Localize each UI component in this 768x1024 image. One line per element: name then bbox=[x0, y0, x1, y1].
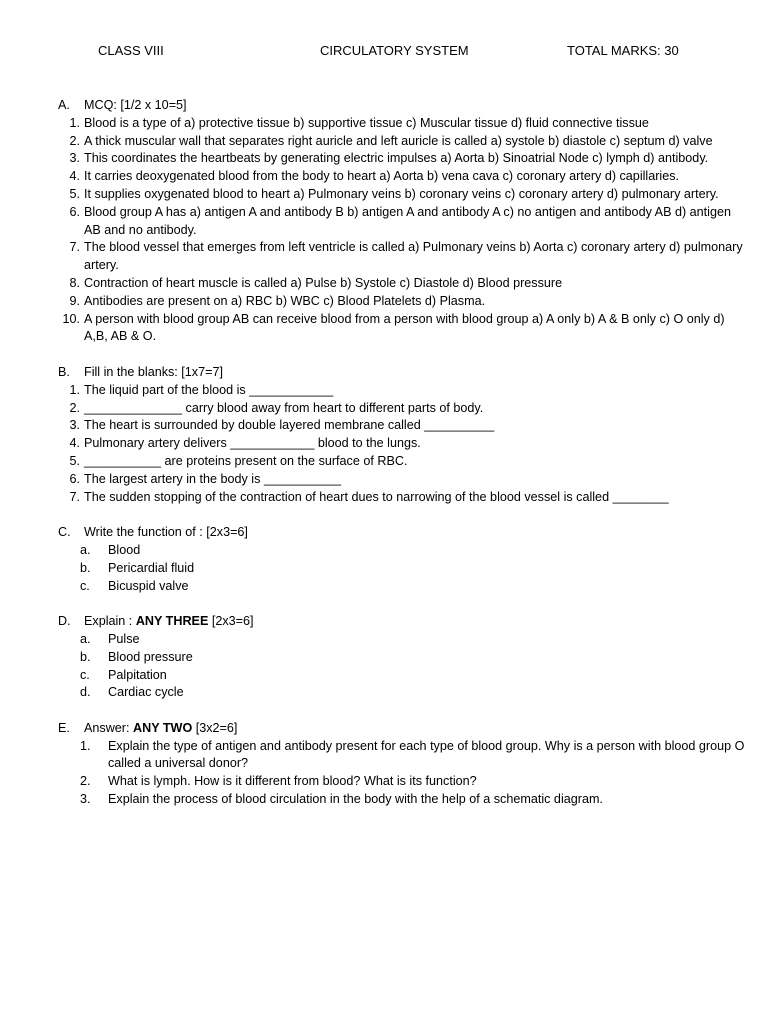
question-item bbox=[58, 738, 748, 774]
question-number: 9. bbox=[69, 293, 80, 308]
question-text: The sudden stopping of the contraction of heart dues to narrowing of the blood vessel is called ________ bbox=[84, 489, 669, 504]
explain-list bbox=[58, 631, 748, 702]
question-number: 3. bbox=[69, 151, 80, 166]
fill-blanks-list bbox=[58, 382, 748, 507]
section-title: MCQ: [1/2 x 10=5] bbox=[84, 98, 187, 112]
question-text: Antibodies are present on a) RBC b) WBC c) Blood Platelets d) Plasma. bbox=[84, 293, 486, 308]
question-item bbox=[58, 417, 748, 435]
question-number: c. bbox=[80, 667, 90, 682]
question-item bbox=[58, 791, 748, 809]
question-text: Blood is a type of a) protective tissue b) supportive tissue c) Muscular tissue d) fluid connective tissue bbox=[84, 115, 649, 130]
class-label: CLASS VIII bbox=[98, 43, 164, 58]
question-text: ___________ are proteins present on the surface of RBC. bbox=[84, 453, 408, 468]
section-b bbox=[58, 364, 748, 506]
section-heading bbox=[58, 364, 748, 382]
question-number: 2. bbox=[80, 774, 91, 789]
question-text: Explain the process of blood circulation in the body with the help of a schematic diagram. bbox=[108, 792, 603, 807]
question-number: 1. bbox=[80, 738, 91, 753]
section-e bbox=[58, 720, 748, 809]
question-text: A thick muscular wall that separates right auricle and left auricle is called a) systole b) diastole c) septum d) valve bbox=[84, 133, 713, 148]
total-marks: TOTAL MARKS: 30 bbox=[567, 43, 679, 58]
question-text: The heart is surrounded by double layered membrane called __________ bbox=[84, 418, 495, 433]
question-number: 5. bbox=[69, 453, 80, 468]
question-text: Contraction of heart muscle is called a) Pulse b) Systole c) Diastole d) Blood pressure bbox=[84, 275, 563, 290]
question-text: The liquid part of the blood is ____________ bbox=[84, 382, 334, 397]
question-text: Pulse bbox=[108, 631, 140, 646]
question-number: a. bbox=[80, 631, 91, 646]
question-text: Palpitation bbox=[108, 667, 167, 682]
section-letter: C. bbox=[58, 525, 71, 540]
section-title: Fill in the blanks: [1x7=7] bbox=[84, 364, 223, 379]
question-item bbox=[58, 649, 748, 667]
question-number: b. bbox=[80, 560, 91, 575]
question-item bbox=[58, 773, 748, 791]
question-item bbox=[58, 293, 748, 311]
question-item bbox=[58, 311, 748, 347]
question-number: 5. bbox=[69, 186, 80, 201]
question-number: 4. bbox=[69, 169, 80, 184]
question-number: 6. bbox=[69, 471, 80, 486]
section-title-marks: [3x2=6] bbox=[192, 720, 238, 735]
question-item bbox=[58, 471, 748, 489]
question-number: 3. bbox=[69, 418, 80, 433]
question-number: 4. bbox=[69, 436, 80, 451]
question-text: It carries deoxygenated blood from the body to heart a) Aorta b) vena cava c) coronary artery d) capillaries. bbox=[84, 169, 680, 184]
question-text: It supplies oxygenated blood to heart a) Pulmonary veins b) coronary veins c) coronary artery d) pulmonary artery. bbox=[84, 186, 719, 201]
question-number: 7. bbox=[69, 489, 80, 504]
question-text: The blood vessel that emerges from left ventricle is called a) Pulmonary veins b) Aorta c) coronary artery d) pulmonary artery. bbox=[84, 240, 743, 273]
section-title-emphasis: ANY THREE bbox=[135, 614, 209, 629]
subject-title: CIRCULATORY SYSTEM bbox=[320, 43, 469, 58]
question-item bbox=[58, 275, 748, 293]
question-text: Pericardial fluid bbox=[108, 560, 195, 575]
question-item bbox=[58, 150, 748, 168]
question-text: Bicuspid valve bbox=[108, 578, 189, 593]
question-item bbox=[58, 631, 748, 649]
question-text: Cardiac cycle bbox=[108, 685, 184, 700]
section-d bbox=[58, 613, 748, 702]
question-text: ______________ carry blood away from heart to different parts of body. bbox=[84, 400, 484, 415]
section-heading bbox=[58, 97, 748, 115]
question-number: 2. bbox=[69, 400, 80, 415]
question-item bbox=[58, 560, 748, 578]
question-text: Blood bbox=[108, 542, 141, 557]
section-title: Write the function of : [2x3=6] bbox=[84, 525, 248, 540]
question-number: 3. bbox=[80, 792, 91, 807]
question-item bbox=[58, 133, 748, 151]
question-text: This coordinates the heartbeats by generating electric impulses a) Aorta b) Sinoatrial Node c) lymph d) antibody. bbox=[84, 151, 709, 166]
question-number: b. bbox=[80, 649, 91, 664]
question-item bbox=[58, 186, 748, 204]
section-letter: B. bbox=[58, 364, 70, 379]
answer-list bbox=[58, 738, 748, 809]
section-letter: A. bbox=[58, 98, 70, 112]
question-item bbox=[58, 382, 748, 400]
question-text: Blood group A has a) antigen A and antibody B b) antigen A and antibody A c) no antigen and antibody AB d) antigen AB and no antibody. bbox=[84, 204, 731, 237]
question-content bbox=[58, 97, 748, 809]
section-title-prefix: Explain : bbox=[84, 614, 136, 629]
question-number: 1. bbox=[69, 382, 80, 397]
section-title-marks: [2x3=6] bbox=[208, 614, 254, 629]
section-c bbox=[58, 524, 748, 595]
section-heading bbox=[58, 720, 748, 738]
section-heading bbox=[58, 613, 748, 631]
question-number: d. bbox=[80, 685, 91, 700]
question-text: Blood pressure bbox=[108, 649, 193, 664]
question-text: What is lymph. How is it different from blood? What is its function? bbox=[108, 774, 477, 789]
question-text: The largest artery in the body is ___________ bbox=[84, 471, 341, 486]
question-number: 8. bbox=[69, 275, 80, 290]
question-number: 1. bbox=[69, 115, 80, 130]
question-text: A person with blood group AB can receive blood from a person with blood group a) A only b) A & B only c) O only d) A,B, AB & O. bbox=[84, 311, 725, 344]
section-a bbox=[58, 97, 748, 346]
question-item bbox=[58, 453, 748, 471]
section-title-prefix: Answer: bbox=[84, 720, 133, 735]
question-item bbox=[58, 400, 748, 418]
section-heading bbox=[58, 524, 748, 542]
section-letter: D. bbox=[58, 614, 71, 629]
question-text: Pulmonary artery delivers ____________ blood to the lungs. bbox=[84, 436, 421, 451]
question-number: 10. bbox=[62, 311, 80, 326]
question-item bbox=[58, 542, 748, 560]
section-letter: E. bbox=[58, 720, 70, 735]
question-number: a. bbox=[80, 542, 91, 557]
question-item bbox=[58, 168, 748, 186]
question-number: c. bbox=[80, 578, 90, 593]
question-item bbox=[58, 684, 748, 702]
question-item bbox=[58, 204, 748, 240]
mcq-list bbox=[58, 115, 748, 346]
question-number: 2. bbox=[69, 133, 80, 148]
worksheet-header bbox=[0, 43, 768, 63]
question-item bbox=[58, 489, 748, 507]
section-title-emphasis: ANY TWO bbox=[133, 720, 193, 735]
question-item bbox=[58, 435, 748, 453]
question-item bbox=[58, 239, 748, 275]
question-item bbox=[58, 667, 748, 685]
question-text: Explain the type of antigen and antibody present for each type of blood group. Why is a person with blood group O called a universal donor? bbox=[108, 738, 745, 771]
question-item bbox=[58, 115, 748, 133]
question-number: 7. bbox=[69, 240, 80, 255]
question-item bbox=[58, 578, 748, 596]
function-list bbox=[58, 542, 748, 595]
question-number: 6. bbox=[69, 204, 80, 219]
